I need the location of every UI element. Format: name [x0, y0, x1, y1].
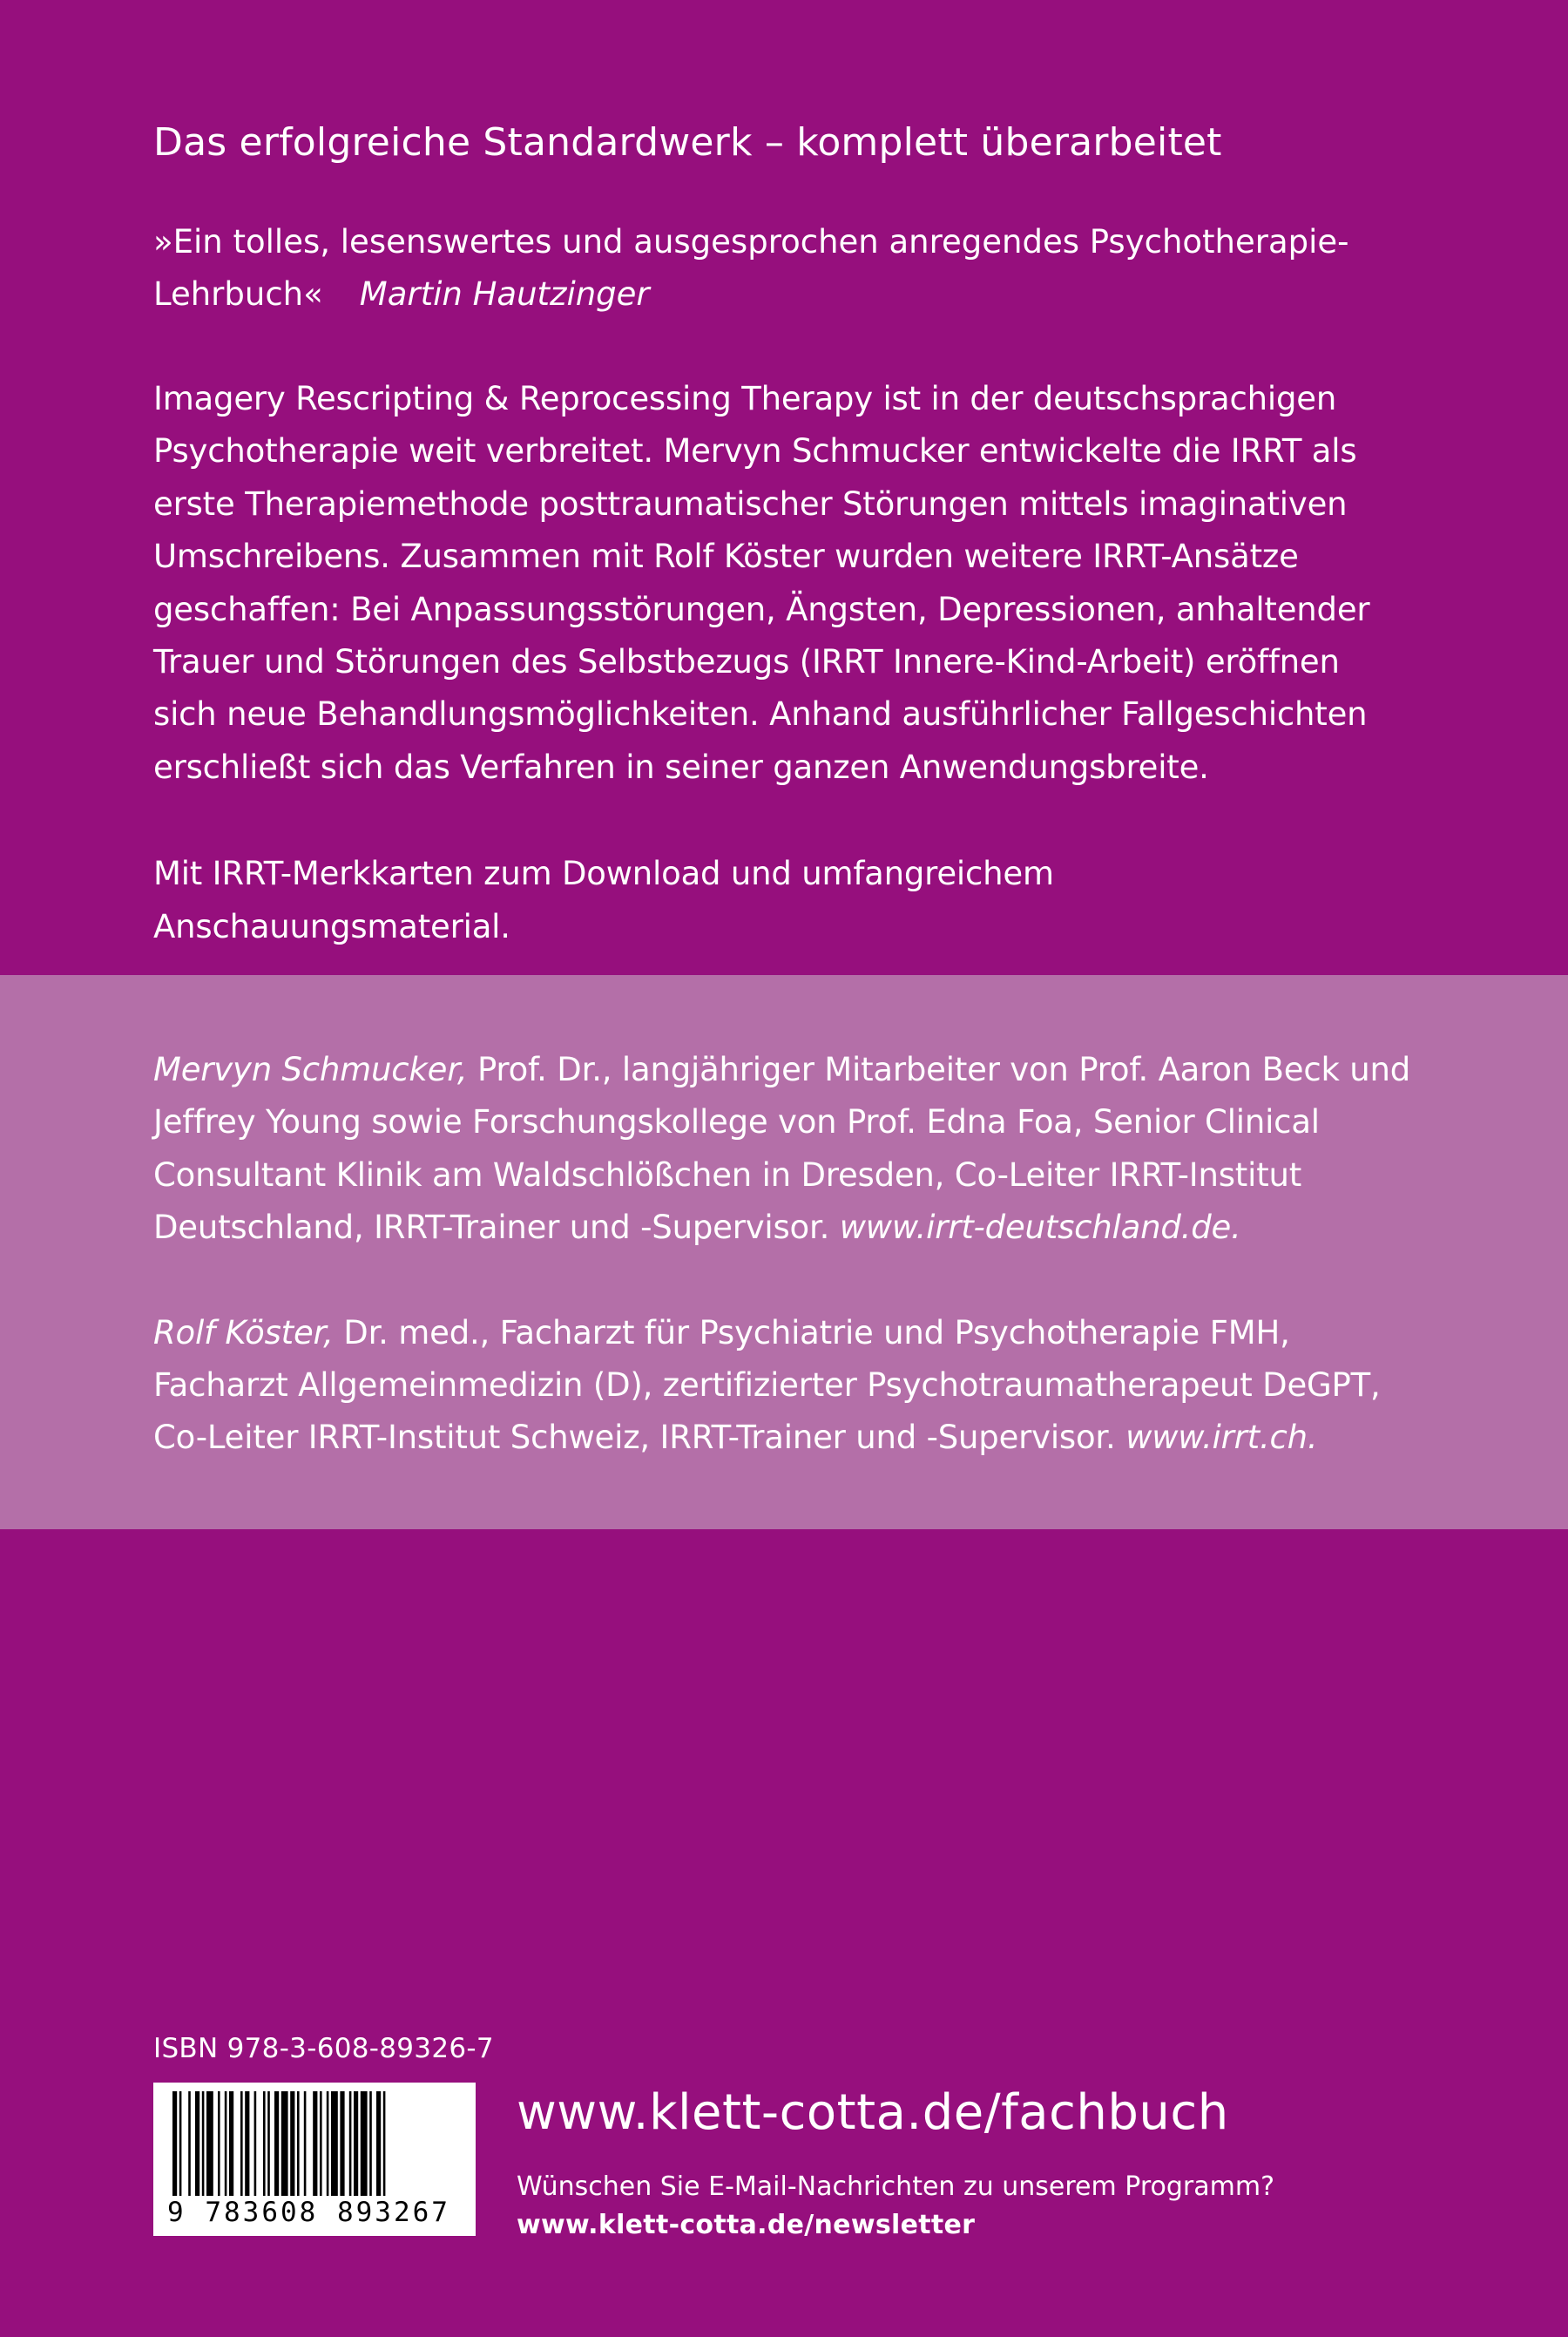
barcode-bar — [369, 2091, 372, 2196]
author-website: www.irrt.ch. — [1125, 1419, 1318, 1457]
barcode-bar — [354, 2091, 358, 2196]
barcode-bar — [290, 2091, 294, 2196]
author-name: Mervyn Schmucker, — [153, 1051, 468, 1088]
quote-text: »Ein tolles, lesenswertes und ausgesprochen anregendes Psychotherapie-Lehrbuch« — [153, 223, 1349, 313]
author-bio — [153, 1307, 1425, 1465]
newsletter-question: Wünschen Sie E-Mail-Nachrichten zu unserem Programm? — [517, 2171, 1274, 2202]
quote-author: Martin Hautzinger — [359, 275, 650, 313]
author-bio-text: Dr. med., Facharzt für Psychiatrie und Psychotherapie FMH, Facharzt Allgemeinmedizin (D), zertifizierter Psychotraumatherapeut DeGPT, Co-Leiter IRRT-Institut Schweiz, IRRT-Trainer und -Supervisor. — [153, 1313, 1381, 1457]
book-extras: Mit IRRT-Merkkarten zum Download und umfangreichem Anschauungsmaterial. — [153, 855, 1054, 945]
barcode-bar — [267, 2091, 270, 2196]
barcode-bar — [254, 2091, 257, 2196]
barcode-bar — [206, 2091, 213, 2196]
barcode-bar — [281, 2091, 288, 2196]
author-bio-text: Prof. Dr., langjähriger Mitarbeiter von Prof. Aaron Beck und Jeffrey Young sowie Forschungskollege von Prof. Edna Foa, Senior Clinical Consultant Klinik am Waldschlößchen in Dresden, Co-Leiter IRRT-Institut Deutschland, IRRT-Trainer und -Supervisor. — [153, 1051, 1411, 1247]
barcode-bar — [304, 2091, 307, 2196]
barcode-bar — [376, 2091, 381, 2196]
barcode-bar — [172, 2091, 177, 2196]
barcode-bar — [218, 2091, 220, 2196]
isbn-label: ISBN 978-3-608-89326-7 — [153, 2033, 494, 2064]
barcode-bar — [263, 2091, 266, 2196]
barcode-bar — [225, 2091, 227, 2196]
barcode-bars — [171, 2091, 458, 2196]
barcode-bar — [179, 2091, 182, 2196]
blurb-section — [153, 112, 1408, 953]
author-website: www.irrt-deutschland.de. — [839, 1209, 1241, 1247]
barcode — [153, 2083, 476, 2236]
barcode-bar — [202, 2091, 205, 2196]
barcode-bar — [240, 2091, 243, 2196]
author-bio — [153, 1044, 1425, 1255]
barcode-bar — [327, 2091, 329, 2196]
barcode-bar — [383, 2091, 386, 2196]
barcode-bar — [349, 2091, 352, 2196]
barcode-bar — [195, 2091, 199, 2196]
barcode-bar — [245, 2091, 249, 2196]
headline: Das erfolgreiche Standardwerk – komplett überarbeitet — [153, 120, 1222, 165]
barcode-bar — [340, 2091, 344, 2196]
barcode-bar — [229, 2091, 233, 2196]
barcode-bar — [188, 2091, 191, 2196]
review-quote — [153, 216, 1408, 321]
author-name: Rolf Köster, — [153, 1313, 334, 1351]
barcode-bar — [361, 2091, 368, 2196]
barcode-digits: 9 783608 893267 — [167, 2197, 450, 2228]
barcode-bar — [274, 2091, 279, 2196]
barcode-bar — [320, 2091, 322, 2196]
newsletter-url[interactable]: www.klett-cotta.de/newsletter — [517, 2210, 976, 2240]
publisher-url[interactable]: www.klett-cotta.de/fachbuch — [517, 2084, 1229, 2141]
book-description: Imagery Rescripting & Reprocessing Therapy ist in der deutschsprachigen Psychotherapie weit verbreitet. Mervyn Schmucker entwickelte die IRRT als erste Therapiemethode posttraumatischer Störungen mittels imaginativen Umschreibens. Zusammen mit Rolf Köster wurden weitere IRRT-Ansätze geschaffen: Bei Anpassungsstörungen, Ängsten, Depressionen, anhaltender Trauer und Störungen des Selbstbezugs (IRRT Innere-Kind-Arbeit) eröffnen sich neue Behandlungsmöglichkeiten. Anhand ausführlicher Fallgeschichten erschließt sich das Verfahren in seiner ganzen Anwendungsbreite. — [153, 380, 1370, 786]
barcode-bar — [331, 2091, 338, 2196]
author-bio-band — [0, 975, 1568, 1529]
barcode-bar — [297, 2091, 300, 2196]
author-bios — [153, 1044, 1425, 1465]
barcode-bar — [313, 2091, 317, 2196]
